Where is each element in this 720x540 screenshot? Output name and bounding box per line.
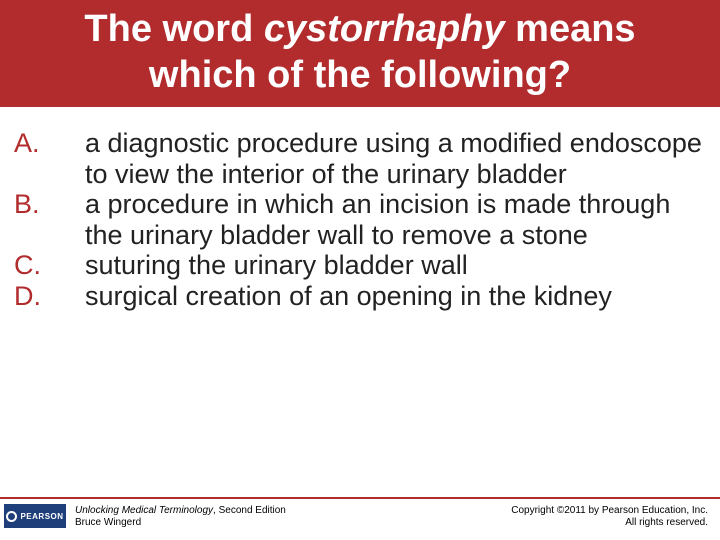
- option-letter: C.: [14, 250, 41, 280]
- option-text: a diagnostic procedure using a modified endoscope to view the interior of the urinary bladder: [85, 128, 702, 189]
- footer-copyright: [511, 505, 708, 529]
- title-suffix: means: [504, 8, 636, 50]
- copyright-text: Copyright ©2011 by Pearson Education, Inc.: [511, 505, 708, 516]
- answer-option-a[interactable]: [14, 128, 704, 189]
- option-text: a procedure in which an incision is made through the urinary bladder wall to remove a stone: [85, 189, 671, 250]
- title-term: cystorrhaphy: [263, 8, 505, 50]
- book-title: Unlocking Medical Terminology: [75, 505, 214, 516]
- answer-option-c[interactable]: [14, 250, 704, 281]
- pearson-mark-icon: [6, 511, 17, 522]
- option-letter: A.: [14, 128, 40, 158]
- answer-options: [14, 128, 704, 311]
- book-title-line: [75, 505, 286, 517]
- rights-text: All rights reserved.: [625, 517, 708, 528]
- slide-title-line-1: [0, 6, 720, 52]
- book-edition: , Second Edition: [213, 505, 286, 516]
- answer-option-b[interactable]: [14, 189, 704, 250]
- footer-book-info: [75, 505, 286, 529]
- pearson-logo: [4, 504, 66, 528]
- slide-title-line-2: which of the following?: [148, 54, 572, 96]
- option-letter: D.: [14, 280, 41, 311]
- answer-option-d[interactable]: [14, 281, 704, 312]
- book-author: Bruce Wingerd: [75, 517, 142, 528]
- option-text: suturing the urinary bladder wall: [85, 250, 468, 280]
- option-letter: B.: [14, 189, 40, 219]
- title-prefix: The word: [84, 8, 264, 50]
- title-bar: [0, 0, 720, 107]
- logo-text: PEARSON: [20, 511, 64, 521]
- footer-divider: [0, 497, 720, 499]
- option-text: surgical creation of an opening in the kidney: [85, 280, 612, 311]
